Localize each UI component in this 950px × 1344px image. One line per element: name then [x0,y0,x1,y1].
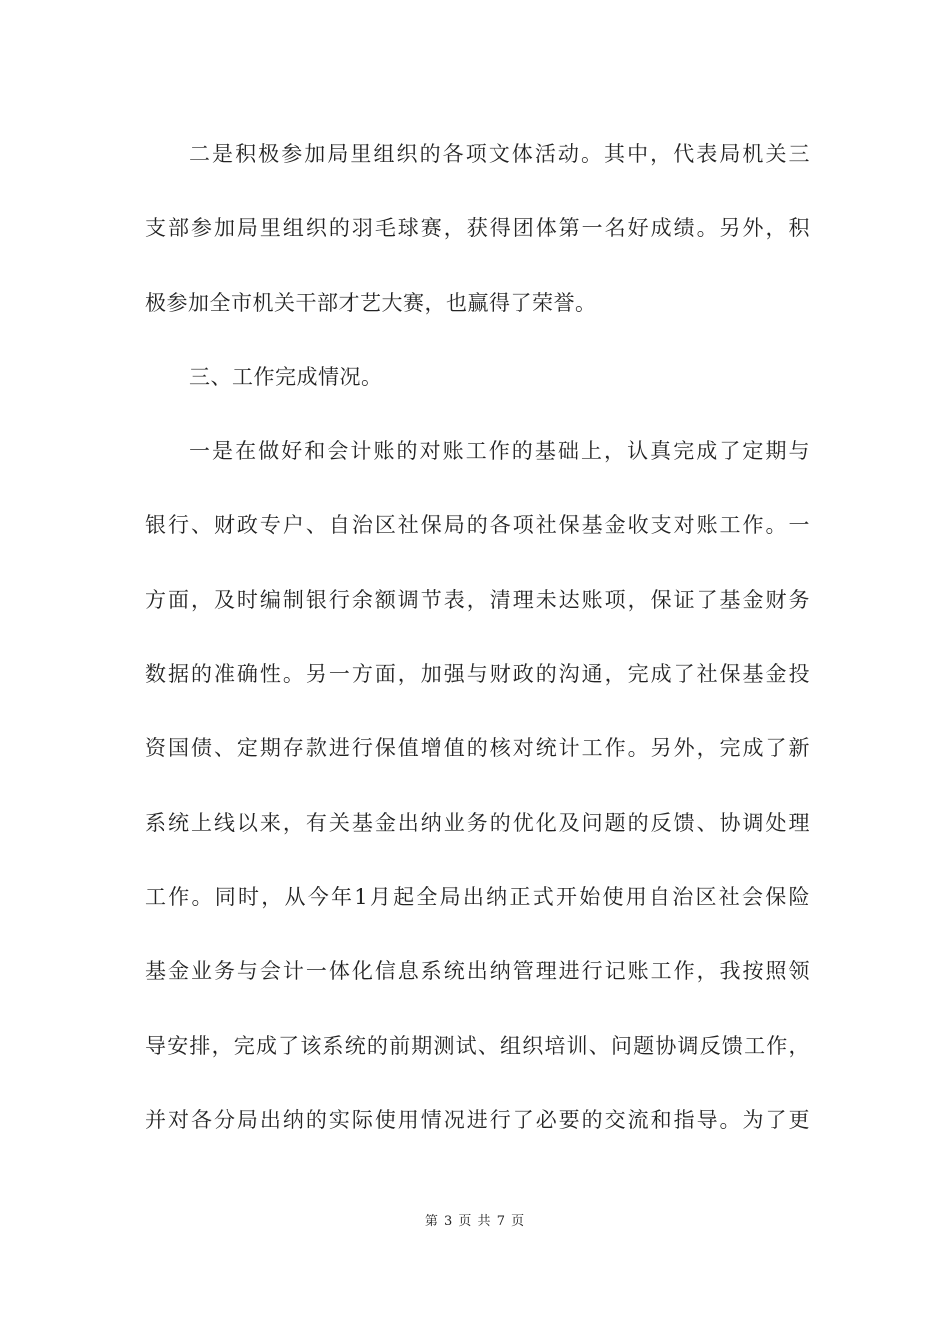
paragraph-line: 银行、财政专户、自治区社保局的各项社保基金收支对账工作。一 [145,513,810,538]
paragraph-line: 基金业务与会计一体化信息系统出纳管理进行记账工作，我按照领 [145,959,810,984]
paragraph-line: 方面，及时编制银行余额调节表，清理未达账项，保证了基金财务 [145,587,810,612]
paragraph-line: 系统上线以来，有关基金出纳业务的优化及问题的反馈、协调处理 [145,810,810,835]
paragraph-line: 极参加全市机关干部才艺大赛，也赢得了荣誉。 [145,290,597,315]
paragraph-line: 并对各分局出纳的实际使用情况进行了必要的交流和指导。为了更 [145,1107,810,1132]
paragraph-line: 资国债、定期存款进行保值增值的核对统计工作。另外，完成了新 [145,736,810,761]
document-body [145,130,810,1170]
paragraph-line: 一是在做好和会计账的对账工作的基础上，认真完成了定期与 [189,439,810,464]
paragraph-line: 支部参加局里组织的羽毛球赛，获得团体第一名好成绩。另外，积 [145,216,810,241]
paragraph-line: 二是积极参加局里组织的各项文体活动。其中，代表局机关三 [189,142,810,166]
page-number-footer: 第 3 页 共 7 页 [424,1214,526,1229]
paragraph-line: 数据的准确性。另一方面，加强与财政的沟通，完成了社保基金投 [145,662,810,687]
paragraph-line: 导安排，完成了该系统的前期测试、组织培训、问题协调反馈工作， [145,1033,810,1058]
section-heading: 三、工作完成情况。 [189,364,383,389]
paragraph-line: 工作。同时，从今年1月起全局出纳正式开始使用自治区社会保险 [145,884,810,909]
